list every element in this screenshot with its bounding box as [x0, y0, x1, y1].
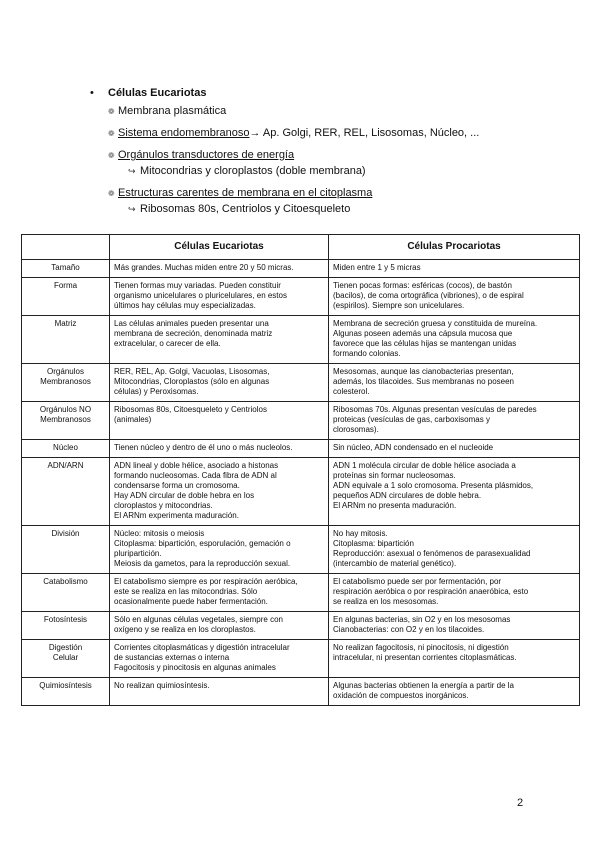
- table-row: [22, 364, 580, 402]
- hook-arrow-icon: ↪: [128, 204, 136, 214]
- outline-item-underlined: Estructuras carentes de membrana en el citoplasma: [118, 187, 373, 199]
- table-row: [22, 260, 580, 278]
- outline-item-label: Membrana plasmática: [118, 105, 227, 117]
- table-row: [22, 440, 580, 458]
- sub-bullet-icon: ❁: [108, 189, 115, 198]
- row-label: Forma: [22, 278, 110, 316]
- bullet-icon: •: [90, 87, 94, 99]
- prokaryotic-cell: En algunas bacterias, sin O2 y en los mesosomas Cianobacterias: con O2 y en los tilacoides.: [329, 612, 580, 640]
- prokaryotic-cell: Algunas bacterias obtienen la energía a partir de la oxidación de compuestos inorgánicos.: [329, 678, 580, 706]
- table-header-row: [22, 235, 580, 260]
- header-empty: [22, 235, 110, 260]
- prokaryotic-cell: Sin núcleo, ADN condensado en el nucleoide: [329, 440, 580, 458]
- eukaryotic-cell: Corrientes citoplasmáticas y digestión intracelular de sustancias externas o interna Fagocitosis y pinocitosis en algunas animales: [110, 640, 329, 678]
- eukaryotic-cell: Ribosomas 80s, Citoesqueleto y Centriolos (animales): [110, 402, 329, 440]
- outline-item: [108, 126, 580, 141]
- prokaryotic-cell: Mesosomas, aunque las cianobacterias presentan, además, los tilacoides. Sus membranas no poseen colesterol.: [329, 364, 580, 402]
- table-row: [22, 278, 580, 316]
- row-label: ADN/ARN: [22, 458, 110, 526]
- row-label: Orgánulos Membranosos: [22, 364, 110, 402]
- outline-item: [108, 186, 580, 201]
- sub-bullet-icon: ❁: [108, 129, 115, 138]
- outline-item: [108, 104, 580, 119]
- eukaryotic-cell: Tienen núcleo y dentro de él uno o más nucleolos.: [110, 440, 329, 458]
- table-row: [22, 316, 580, 364]
- prokaryotic-cell: Miden entre 1 y 5 micras: [329, 260, 580, 278]
- table-row: [22, 640, 580, 678]
- outline-subitem: [128, 164, 580, 179]
- row-label: Orgánulos NO Membranosos: [22, 402, 110, 440]
- table-row: [22, 678, 580, 706]
- prokaryotic-cell: El catabolismo puede ser por fermentación, por respiración aeróbica o por respiración anaeróbica, esto se realiza en los mesosomas.: [329, 574, 580, 612]
- table-row: [22, 574, 580, 612]
- outline-item-underlined: Sistema endomembranoso: [118, 127, 250, 139]
- hook-arrow-icon: ↪: [128, 166, 136, 176]
- outline-item-rest: → Ap. Golgi, RER, REL, Lisosomas, Núcleo, ...: [249, 127, 480, 139]
- prokaryotic-cell: No realizan fagocitosis, ni pinocitosis, ni digestión intracelular, ni presentan corrientes citoplasmáticas.: [329, 640, 580, 678]
- outline-subitem-label: Mitocondrias y cloroplastos (doble membrana): [140, 165, 366, 177]
- row-label: Núcleo: [22, 440, 110, 458]
- outline-section: [90, 86, 580, 217]
- page-number: 2: [517, 797, 524, 809]
- prokaryotic-cell: ADN 1 molécula circular de doble hélice asociada a proteínas sin formar nucleosomas. ADN equivale a 1 solo cromosoma. Presenta plásmidos, pequeños ADN circulares de doble hebra. El ARNm no presenta maduración.: [329, 458, 580, 526]
- row-label: División: [22, 526, 110, 574]
- sub-bullet-icon: ❁: [108, 151, 115, 160]
- eukaryotic-cell: No realizan quimiosíntesis.: [110, 678, 329, 706]
- table-row: [22, 526, 580, 574]
- row-label: Catabolismo: [22, 574, 110, 612]
- outline-title: Células Eucariotas: [108, 87, 207, 99]
- outline-subitem-label: Ribosomas 80s, Centriolos y Citoesqueleto: [140, 203, 351, 215]
- row-label: Matriz: [22, 316, 110, 364]
- sub-bullet-icon: ❁: [108, 107, 115, 116]
- header-eukaryotic: Células Eucariotas: [110, 235, 329, 260]
- outline-heading: [90, 86, 580, 101]
- outline-item: [108, 148, 580, 163]
- eukaryotic-cell: ADN lineal y doble hélice, asociado a histonas formando nucleosomas. Cada fibra de ADN al condensarse forma un cromosoma. Hay ADN circular de doble hebra en los cloroplastos y mitocondrias. El ARNm experimenta maduración.: [110, 458, 329, 526]
- table-row: [22, 402, 580, 440]
- eukaryotic-cell: Núcleo: mitosis o meiosis Citoplasma: bipartición, esporulación, gemación o pluripartición. Meiosis da gametos, para la reproducción sexual.: [110, 526, 329, 574]
- outline-item-underlined: Orgánulos transductores de energía: [118, 149, 295, 161]
- row-label: Tamaño: [22, 260, 110, 278]
- table-row: [22, 458, 580, 526]
- row-label: Fotosíntesis: [22, 612, 110, 640]
- eukaryotic-cell: Más grandes. Muchas miden entre 20 y 50 micras.: [110, 260, 329, 278]
- eukaryotic-cell: El catabolismo siempre es por respiración aeróbica, este se realiza en las mitocondrias. Sólo ocasionalmente puede haber fermentación.: [110, 574, 329, 612]
- prokaryotic-cell: Membrana de secreción gruesa y constituida de mureína. Algunas poseen además una cápsula mucosa que favorece que las células hijas se mantengan unidas formando colonias.: [329, 316, 580, 364]
- eukaryotic-cell: Las células animales pueden presentar una membrana de secreción, denominada matriz extracelular, o carecer de ella.: [110, 316, 329, 364]
- header-prokaryotic: Células Procariotas: [329, 235, 580, 260]
- row-label: Digestión Celular: [22, 640, 110, 678]
- eukaryotic-cell: Sólo en algunas células vegetales, siempre con oxígeno y se realiza en los cloroplastos.: [110, 612, 329, 640]
- prokaryotic-cell: Tienen pocas formas: esféricas (cocos), de bastón (bacilos), de coma ortográfica (vibriones), o de espiral (espirilos). Siempre son unicelulares.: [329, 278, 580, 316]
- prokaryotic-cell: No hay mitosis. Citoplasma: bipartición Reproducción: asexual o fenómenos de parasexualidad (intercambio de material genético).: [329, 526, 580, 574]
- outline-subitem: [128, 202, 580, 217]
- comparison-table: [21, 234, 580, 706]
- eukaryotic-cell: RER, REL, Ap. Golgi, Vacuolas, Lisosomas, Mitocondrias, Cloroplastos (sólo en algunas células) y Peroxisomas.: [110, 364, 329, 402]
- prokaryotic-cell: Ribosomas 70s. Algunas presentan vesículas de paredes proteicas (vesículas de gas, carboxisomas y clorosomas).: [329, 402, 580, 440]
- row-label: Quimiosíntesis: [22, 678, 110, 706]
- table-row: [22, 612, 580, 640]
- eukaryotic-cell: Tienen formas muy variadas. Pueden constituir organismo unicelulares o pluricelulares, en estos últimos hay células muy especializadas.: [110, 278, 329, 316]
